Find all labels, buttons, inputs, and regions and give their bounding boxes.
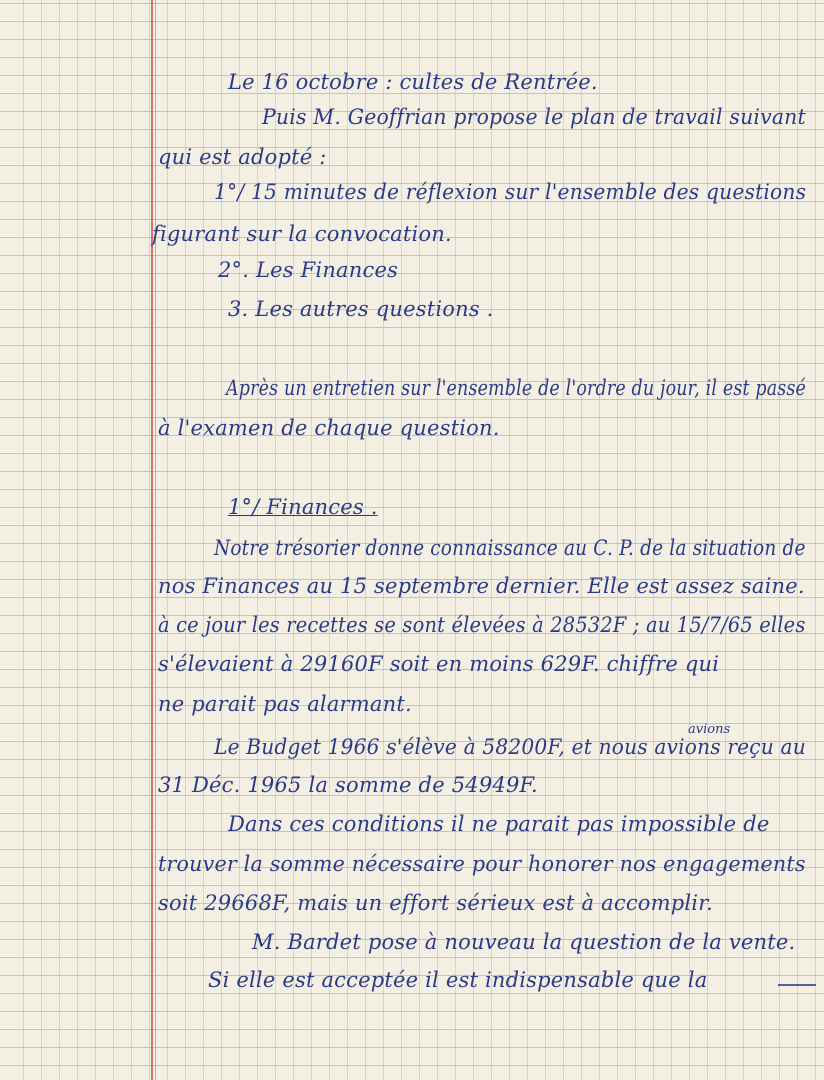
handwritten-line: nos Finances au 15 septembre dernier. Elle est assez saine. [158, 574, 805, 598]
handwritten-line: 3. Les autres questions . [228, 297, 494, 321]
handwritten-line: soit 29668F, mais un effort sérieux est à accomplir. [158, 891, 714, 915]
handwritten-line: 1°/ 15 minutes de réflexion sur l'ensemble des questions [214, 180, 807, 204]
margin-rule-secondary [155, 0, 156, 1080]
margin-rule [151, 0, 153, 1080]
handwritten-line: ne parait pas alarmant. [158, 692, 412, 716]
handwritten-line: Notre trésorier donne connaissance au C. P. de la situation de [214, 536, 806, 560]
handwritten-line: Dans ces conditions il ne parait pas impossible de [228, 812, 770, 836]
insertion-above-line: avions [688, 722, 731, 737]
handwritten-line: Puis M. Geoffrian propose le plan de travail suivant [262, 105, 806, 129]
section-heading: 1°/ Finances . [228, 495, 378, 519]
handwritten-line: qui est adopté : [158, 145, 327, 169]
handwritten-line: trouver la somme nécessaire pour honorer nos engagements [158, 852, 806, 876]
handwritten-line: à ce jour les recettes se sont élevées à 28532F ; au 15/7/65 elles [158, 613, 806, 637]
handwritten-line: Le Budget 1966 s'élève à 58200F, et nous avions reçu au [214, 735, 806, 759]
handwritten-line: 2°. Les Finances [218, 258, 399, 282]
handwritten-line: 31 Déc. 1965 la somme de 54949F. [158, 773, 538, 797]
continuation-dash [778, 984, 816, 986]
handwritten-line: Le 16 octobre : cultes de Rentrée. [228, 70, 598, 94]
handwritten-line: figurant sur la convocation. [152, 222, 452, 246]
handwritten-line: à l'examen de chaque question. [158, 416, 500, 440]
handwritten-line: Après un entretien sur l'ensemble de l'ordre du jour, il est passé [226, 376, 807, 400]
handwritten-line: s'élevaient à 29160F soit en moins 629F. chiffre qui [158, 652, 720, 676]
handwritten-line: M. Bardet pose à nouveau la question de la vente. [252, 930, 796, 954]
handwritten-line: Si elle est acceptée il est indispensable que la [208, 968, 708, 992]
